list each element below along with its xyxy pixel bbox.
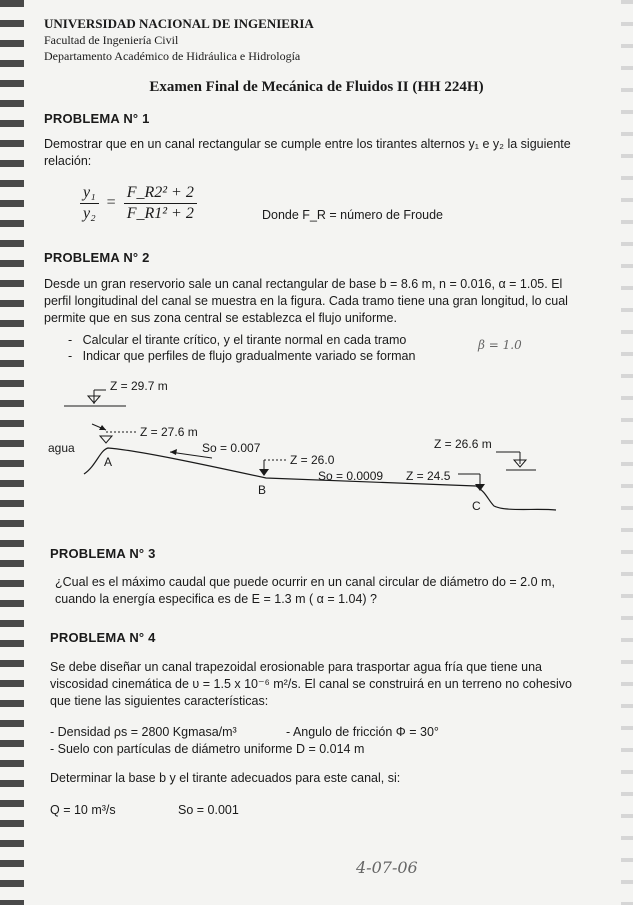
label-z-reservoir: Z = 29.7 m bbox=[110, 379, 168, 393]
channel-profile-diagram bbox=[36, 370, 596, 530]
equation-lhs-den: y₂ bbox=[83, 205, 96, 222]
label-z-a: Z = 27.6 m bbox=[140, 425, 198, 439]
equation-rhs-den: F_R1² + 2 bbox=[126, 205, 194, 222]
label-z-b: Z = 26.0 bbox=[290, 453, 335, 467]
label-z-c: Z = 24.5 bbox=[406, 469, 451, 483]
so1-arrow-head bbox=[170, 449, 177, 455]
equation-lhs bbox=[80, 184, 99, 223]
point-c: C bbox=[472, 499, 481, 513]
zc-triangle bbox=[475, 484, 485, 491]
scan-edge-right bbox=[621, 0, 633, 905]
problem2-bullet-1: - Calcular el tirante crítico, y el tirante normal en cada tramo bbox=[68, 333, 407, 347]
department-name: Departamento Académico de Hidráulica e Hidrología bbox=[44, 49, 301, 63]
bed-slope: So = 0.001 bbox=[178, 803, 239, 817]
friction-line: - Angulo de fricción Φ = 30° bbox=[286, 725, 439, 739]
soil-line: - Suelo con partículas de diámetro uniforme D = 0.014 m bbox=[50, 742, 365, 756]
binding-holes bbox=[0, 0, 24, 905]
point-a: A bbox=[104, 455, 113, 469]
problem2-text: Desde un gran reservorio sale un canal rectangular de base b = 8.6 m, n = 0.016, α = 1.05. El perfil longitudinal del canal se muestra en la figura. Cada tramo tiene una gran longitud, lo cual permite que en sus zona central se establezca el flujo uniforme. bbox=[44, 277, 568, 325]
label-so1: So = 0.007 bbox=[202, 441, 261, 455]
zb-triangle bbox=[259, 469, 269, 476]
equation-lhs-num: y₁ bbox=[80, 184, 99, 204]
problem2-heading: PROBLEMA N° 2 bbox=[44, 250, 150, 265]
problem4-text: Se debe diseñar un canal trapezoidal erosionable para trasportar agua fría que tiene una viscosidad cinemática de υ = 1.5 x 10⁻⁶ m²/s. El canal se construirá en un terreno no cohesivo que tiene las siguientes características: bbox=[50, 660, 572, 708]
problem2-bullet-2: - Indicar que perfiles de flujo gradualmente variado se forman bbox=[68, 349, 416, 363]
density-line: - Densidad ρs = 2800 Kgmasa/m³ bbox=[50, 725, 237, 739]
university-name: UNIVERSIDAD NACIONAL DE INGENIERIA bbox=[44, 16, 314, 31]
equation-rhs-num: F_R2² + 2 bbox=[124, 184, 197, 204]
za-triangle bbox=[100, 436, 112, 443]
problem1-heading: PROBLEMA N° 1 bbox=[44, 111, 150, 126]
faculty-name: Facultad de Ingeniería Civil bbox=[44, 33, 179, 47]
froude-definition: Donde F_R = número de Froude bbox=[262, 208, 444, 222]
equation-rhs bbox=[124, 184, 197, 223]
bullet-2-text: Indicar que perfiles de flujo gradualmente variado se forman bbox=[82, 349, 416, 363]
handwritten-beta: β = 1.0 bbox=[478, 338, 522, 352]
label-z-c-top: Z = 26.6 m bbox=[434, 437, 492, 451]
problem1-text: Demostrar que en un canal rectangular se cumple entre los tirantes alternos y₁ e y₂ la siguiente relación: bbox=[44, 137, 571, 168]
exam-title: Examen Final de Mecánica de Fluidos II (HH 224H) bbox=[149, 79, 484, 95]
problem3-text: ¿Cual es el máximo caudal que puede ocurrir en un canal circular de diámetro do = 2.0 m, cuando la energía especifica es de E = 1.3 m ( α = 1.04) ? bbox=[55, 575, 555, 606]
label-agua: agua bbox=[48, 441, 75, 455]
flow-rate: Q = 10 m³/s bbox=[50, 803, 116, 817]
problem3-heading: PROBLEMA N° 3 bbox=[50, 546, 156, 561]
bullet-1-text: Calcular el tirante crítico, y el tirante normal en cada tramo bbox=[82, 333, 407, 347]
handwritten-date: 4-07-06 bbox=[356, 858, 418, 877]
label-so2: So = 0.0009 bbox=[318, 469, 384, 483]
problem1-equation: $\frac{\text{y₁}}{\text{y₂}}$ = $\frac{\text{F\_R2² + 2}}{\text{F\_R1² + 2}}$ bbox=[80, 184, 197, 223]
problem4-heading: PROBLEMA N° 4 bbox=[50, 630, 156, 645]
determine-line: Determinar la base b y el tirante adecuados para este canal, si: bbox=[50, 771, 401, 785]
point-b: B bbox=[258, 483, 267, 497]
